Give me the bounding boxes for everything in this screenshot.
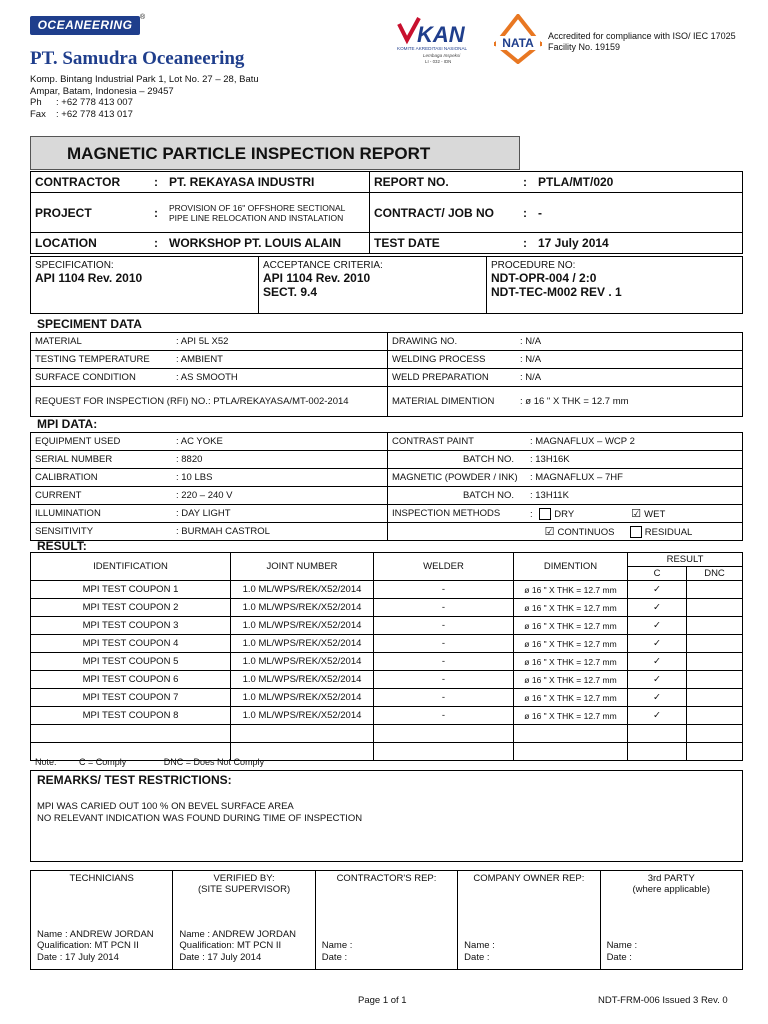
colon: : xyxy=(530,508,533,520)
speciment-data-heading: SPECIMENT DATA xyxy=(37,317,142,331)
comply-cell: ✓ xyxy=(628,689,687,707)
contrast-paint-label: CONTRAST PAINT xyxy=(388,433,527,451)
location-label: LOCATION xyxy=(31,233,148,254)
identification-cell: MPI TEST COUPON 5 xyxy=(31,653,231,671)
welder-cell: - xyxy=(374,671,514,689)
signature-date: Date : xyxy=(606,951,632,963)
material-label: MATERIAL xyxy=(31,333,173,351)
signature-subheading: (where applicable) xyxy=(632,884,711,895)
sensitivity-value: : BURMAH CASTROL xyxy=(172,523,388,541)
procedure-value-2: NDT-TEC-M002 REV . 1 xyxy=(491,285,622,299)
welding-process-label: WELDING PROCESS xyxy=(388,351,517,369)
specification-table xyxy=(30,256,743,314)
joint-number-cell: 1.0 ML/WPS/REK/X52/2014 xyxy=(231,707,374,725)
signature-details xyxy=(322,940,353,963)
joint-number-cell: 1.0 ML/WPS/REK/X52/2014 xyxy=(231,635,374,653)
continuos-label: CONTINUOS xyxy=(557,526,615,538)
speciment-data-table xyxy=(30,332,743,417)
joint-number-cell: 1.0 ML/WPS/REK/X52/2014 xyxy=(231,599,374,617)
drawing-no-label: DRAWING NO. xyxy=(388,333,517,351)
testing-temperature-label: TESTING TEMPERATURE xyxy=(31,351,173,369)
phone-label: Ph xyxy=(30,97,42,108)
signature-heading: VERIFIED BY: xyxy=(213,873,275,884)
report-info-table xyxy=(30,171,743,254)
signature-verified-by xyxy=(173,871,315,970)
batch-no-label-1: BATCH NO. xyxy=(388,451,527,469)
material-dimention-value: : ø 16 " X THK = 12.7 mm xyxy=(516,387,743,417)
signature-date: Date : 17 July 2014 xyxy=(179,951,262,963)
table-row xyxy=(31,653,743,671)
signature-contractor-rep xyxy=(315,871,457,970)
acceptance-cell xyxy=(259,257,487,314)
dnc-cell xyxy=(687,635,743,653)
welder-cell: - xyxy=(374,581,514,599)
testing-temperature-value: : AMBIENT xyxy=(172,351,388,369)
procedure-cell xyxy=(487,257,743,314)
calibration-label: CALIBRATION xyxy=(31,469,173,487)
empty-cell xyxy=(388,523,527,541)
contractor-value: PT. REKAYASA INDUSTRI xyxy=(165,172,370,193)
welder-cell: - xyxy=(374,635,514,653)
batch-no-value-1: : 13H16K xyxy=(526,451,743,469)
dnc-cell xyxy=(687,581,743,599)
identification-cell: MPI TEST COUPON 3 xyxy=(31,617,231,635)
identification-cell: MPI TEST COUPON 2 xyxy=(31,599,231,617)
dimention-cell: ø 16 " X THK = 12.7 mm xyxy=(514,671,628,689)
joint-number-header: JOINT NUMBER xyxy=(231,553,374,581)
table-row-empty xyxy=(31,725,743,743)
colon: : xyxy=(147,233,165,254)
colon: : xyxy=(516,233,534,254)
colon: : xyxy=(516,193,534,233)
signature-subheading: (SITE SUPERVISOR) xyxy=(197,884,291,895)
fax-line xyxy=(30,109,259,121)
nata-logo xyxy=(494,14,542,64)
sensitivity-label: SENSITIVITY xyxy=(31,523,173,541)
weld-preparation-label: WELD PREPARATION xyxy=(388,369,517,387)
kan-subtitle-3: LI - 032 - IDN xyxy=(425,59,452,64)
dimention-cell: ø 16 " X THK = 12.7 mm xyxy=(514,617,628,635)
specification-value: API 1104 Rev. 2010 xyxy=(35,271,143,285)
identification-cell: MPI TEST COUPON 4 xyxy=(31,635,231,653)
comply-cell: ✓ xyxy=(628,671,687,689)
signature-date: Date : xyxy=(464,951,490,963)
acceptance-value-1: API 1104 Rev. 2010 xyxy=(263,271,371,285)
facility-line: Facility No. 19159 xyxy=(548,42,621,52)
inspection-methods-row-1 xyxy=(526,505,743,523)
dry-checkbox[interactable] xyxy=(539,508,551,520)
remarks-box xyxy=(30,770,743,862)
welder-cell: - xyxy=(374,689,514,707)
kan-subtitle: KOMITE AKREDITASI NASIONAL xyxy=(397,46,468,51)
comply-cell: ✓ xyxy=(628,617,687,635)
inspection-methods-label: INSPECTION METHODS xyxy=(388,505,527,523)
current-label: CURRENT xyxy=(31,487,173,505)
batch-no-label-2: BATCH NO. xyxy=(388,487,527,505)
remarks-line-1: MPI WAS CARIED OUT 100 % ON BEVEL SURFACE AREA xyxy=(37,801,294,812)
signature-heading: TECHNICIANS xyxy=(69,873,134,884)
dnc-cell xyxy=(687,617,743,635)
identification-cell: MPI TEST COUPON 6 xyxy=(31,671,231,689)
identification-cell: MPI TEST COUPON 7 xyxy=(31,689,231,707)
rfi-number: REQUEST FOR INSPECTION (RFI) NO.: PTLA/REKAYASA/MT-002-2014 xyxy=(31,387,388,417)
registered-mark: ® xyxy=(140,14,146,21)
result-header: RESULT xyxy=(628,553,743,567)
phone-value: : +62 778 413 007 xyxy=(56,97,133,108)
phone-line xyxy=(30,97,259,109)
calibration-value: : 10 LBS xyxy=(172,469,388,487)
dry-label: DRY xyxy=(554,508,574,520)
kan-logo xyxy=(395,14,490,64)
dnc-cell xyxy=(687,599,743,617)
legend-note: Note: C = Comply DNC = Does Not Comply xyxy=(35,757,265,767)
wet-label: WET xyxy=(644,508,666,520)
report-no-label: REPORT NO. xyxy=(370,172,517,193)
dnc-cell xyxy=(687,653,743,671)
signature-heading: 3rd PARTY xyxy=(647,873,695,884)
table-row xyxy=(31,689,743,707)
table-row xyxy=(31,671,743,689)
illumination-label: ILLUMINATION xyxy=(31,505,173,523)
welder-header: WELDER xyxy=(374,553,514,581)
welder-cell: - xyxy=(374,707,514,725)
fax-value: : +62 778 413 017 xyxy=(56,108,133,120)
dimention-cell: ø 16 " X THK = 12.7 mm xyxy=(514,581,628,599)
contract-value: - xyxy=(534,193,743,233)
comply-cell: ✓ xyxy=(628,653,687,671)
welder-cell: - xyxy=(374,599,514,617)
colon: : xyxy=(516,172,534,193)
batch-no-value-2: : 13H11K xyxy=(526,487,743,505)
surface-condition-value: : AS SMOOTH xyxy=(172,369,388,387)
report-no-value: PTLA/MT/020 xyxy=(534,172,743,193)
wet-checkbox-checked[interactable]: ☑ xyxy=(631,507,642,520)
kan-text: KAN xyxy=(417,22,465,47)
table-row xyxy=(31,581,743,599)
remarks-text xyxy=(37,801,736,824)
signature-third-party xyxy=(600,871,742,970)
signature-details xyxy=(464,940,495,963)
signature-heading: CONTRACTOR'S REP: xyxy=(336,873,437,884)
serial-number-value: : 8820 xyxy=(172,451,388,469)
signature-table xyxy=(30,870,743,970)
signature-name: Name : xyxy=(606,940,638,951)
signature-company-owner-rep xyxy=(458,871,600,970)
oceaneering-logo: OCEANEERING xyxy=(30,16,140,35)
signature-date: Date : 17 July 2014 xyxy=(37,951,119,963)
magnetic-label: MAGNETIC (POWDER / INK) xyxy=(388,469,527,487)
dnc-cell xyxy=(687,671,743,689)
acceptance-label: ACCEPTANCE CRITERIA: xyxy=(263,260,383,271)
address-line-2: Ampar, Batam, Indonesia – 29457 xyxy=(30,85,174,97)
equipment-value: : AC YOKE xyxy=(172,433,388,451)
contract-label: CONTRACT/ JOB NO xyxy=(370,193,517,233)
comply-cell: ✓ xyxy=(628,635,687,653)
weld-preparation-value: : N/A xyxy=(516,369,743,387)
colon: : xyxy=(147,172,165,193)
specification-label: SPECIFICATION: xyxy=(35,260,114,271)
signature-date: Date : xyxy=(321,951,348,963)
page-number: Page 1 of 1 xyxy=(358,995,407,1006)
project-value: PROVISION OF 16" OFFSHORE SECTIONAL PIPE LINE RELOCATION AND INSTALATION xyxy=(165,193,370,233)
result-table xyxy=(30,552,743,761)
colon: : xyxy=(147,193,165,233)
signature-technicians xyxy=(31,871,173,970)
dnc-header: DNC xyxy=(687,567,743,581)
procedure-value-1: NDT-OPR-004 / 2:0 xyxy=(491,271,597,285)
signature-name: Name : xyxy=(464,940,495,951)
surface-condition-label: SURFACE CONDITION xyxy=(31,369,173,387)
address-line-1: Komp. Bintang Industrial Park 1, Lot No. 27 – 28, Batu xyxy=(30,74,259,85)
residual-checkbox[interactable] xyxy=(630,526,642,538)
accreditation-line: Accredited for compliance with ISO/ IEC 17025 xyxy=(548,31,736,41)
comply-cell: ✓ xyxy=(628,599,687,617)
remarks-line-2: NO RELEVANT INDICATION WAS FOUND DURING TIME OF INSPECTION xyxy=(37,812,363,824)
comply-header: C xyxy=(628,567,687,581)
joint-number-cell: 1.0 ML/WPS/REK/X52/2014 xyxy=(231,689,374,707)
signature-details xyxy=(179,929,296,964)
illumination-value: : DAY LIGHT xyxy=(172,505,388,523)
serial-number-label: SERIAL NUMBER xyxy=(31,451,173,469)
dimention-cell: ø 16 " X THK = 12.7 mm xyxy=(514,689,628,707)
location-value: WORKSHOP PT. LOUIS ALAIN xyxy=(165,233,370,254)
report-title: MAGNETIC PARTICLE INSPECTION REPORT xyxy=(30,136,520,170)
signature-name: Name : ANDREW JORDAN xyxy=(179,928,297,940)
identification-cell: MPI TEST COUPON 1 xyxy=(31,581,231,599)
welding-process-value: : N/A xyxy=(516,351,743,369)
magnetic-value: : MAGNAFLUX – 7HF xyxy=(526,469,743,487)
signature-details xyxy=(37,929,154,964)
equipment-label: EQUIPMENT USED xyxy=(31,433,173,451)
test-date-label: TEST DATE xyxy=(370,233,517,254)
dimention-cell: ø 16 " X THK = 12.7 mm xyxy=(514,653,628,671)
contractor-label: CONTRACTOR xyxy=(31,172,148,193)
signature-qualification: Qualification: MT PCN II xyxy=(37,940,139,951)
dimention-header: DIMENTION xyxy=(514,553,628,581)
dimention-cell: ø 16 " X THK = 12.7 mm xyxy=(514,635,628,653)
dnc-cell xyxy=(687,707,743,725)
fax-label: Fax xyxy=(30,108,46,120)
table-row xyxy=(31,635,743,653)
joint-number-cell: 1.0 ML/WPS/REK/X52/2014 xyxy=(231,581,374,599)
signature-heading: COMPANY OWNER REP: xyxy=(473,873,585,884)
identification-cell: MPI TEST COUPON 8 xyxy=(31,707,231,725)
mpi-data-heading: MPI DATA: xyxy=(37,417,98,431)
nata-text: NATA xyxy=(502,36,534,50)
signature-details xyxy=(607,940,638,963)
joint-number-cell: 1.0 ML/WPS/REK/X52/2014 xyxy=(231,671,374,689)
dnc-cell xyxy=(687,689,743,707)
company-address xyxy=(30,74,259,120)
residual-label: RESIDUAL xyxy=(644,526,693,538)
material-dimention-label: MATERIAL DIMENTION xyxy=(388,387,517,417)
welder-cell: - xyxy=(374,653,514,671)
form-number: NDT-FRM-006 Issued 3 Rev. 0 xyxy=(598,995,728,1006)
table-row xyxy=(31,599,743,617)
specification-cell xyxy=(31,257,259,314)
table-row xyxy=(31,707,743,725)
identification-header: IDENTIFICATION xyxy=(31,553,231,581)
drawing-no-value: : N/A xyxy=(516,333,743,351)
signature-name: Name : ANDREW JORDAN xyxy=(37,928,154,940)
test-date-value: 17 July 2014 xyxy=(534,233,743,254)
remarks-heading: REMARKS/ TEST RESTRICTIONS: xyxy=(37,773,232,787)
signature-qualification: Qualification: MT PCN II xyxy=(179,940,282,951)
comply-cell: ✓ xyxy=(628,707,687,725)
dimention-cell: ø 16 " X THK = 12.7 mm xyxy=(514,599,628,617)
acceptance-value-2: SECT. 9.4 xyxy=(263,285,318,299)
continuos-checkbox-checked[interactable]: ☑ xyxy=(544,525,555,538)
current-value: : 220 – 240 V xyxy=(172,487,388,505)
signature-name: Name : xyxy=(321,940,353,951)
result-heading: RESULT: xyxy=(37,539,87,553)
dimention-cell: ø 16 " X THK = 12.7 mm xyxy=(514,707,628,725)
kan-subtitle-2: Lembaga Inspeksi xyxy=(423,53,461,58)
accreditation-text xyxy=(548,31,758,53)
welder-cell: - xyxy=(374,617,514,635)
procedure-label: PROCEDURE NO: xyxy=(491,260,576,271)
mpi-data-table xyxy=(30,432,743,541)
contrast-paint-value: : MAGNAFLUX – WCP 2 xyxy=(526,433,743,451)
comply-cell: ✓ xyxy=(628,581,687,599)
project-label: PROJECT xyxy=(31,193,148,233)
material-value: : API 5L X52 xyxy=(172,333,388,351)
joint-number-cell: 1.0 ML/WPS/REK/X52/2014 xyxy=(231,653,374,671)
joint-number-cell: 1.0 ML/WPS/REK/X52/2014 xyxy=(231,617,374,635)
table-row xyxy=(31,617,743,635)
company-name: PT. Samudra Oceaneering xyxy=(30,48,245,69)
inspection-methods-row-2 xyxy=(526,523,743,541)
